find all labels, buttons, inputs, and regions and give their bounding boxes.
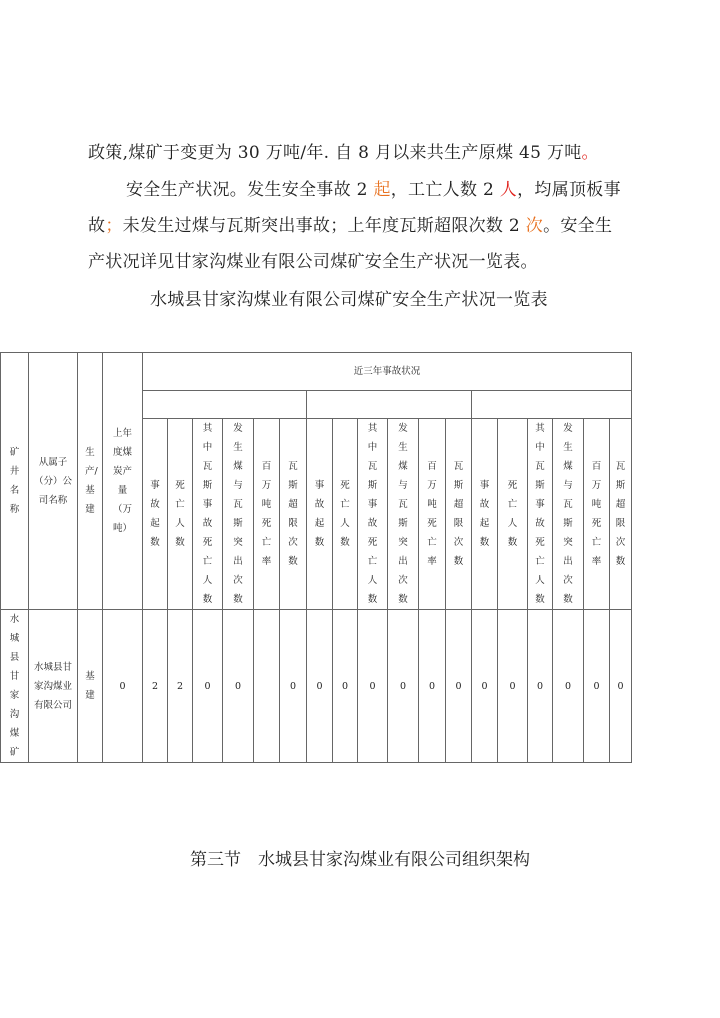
cell-type: 基建 [78,610,103,763]
subheader-3: 发生煤与瓦斯突出次数 [223,419,254,610]
subheader-5: 瓦斯超限次数 [610,419,632,610]
cell-value [254,610,280,763]
subheader-0: 事故起数 [307,419,333,610]
highlight: 人 [499,180,518,200]
highlight: 起 [373,180,391,200]
text: 。安全生 [543,216,613,236]
text: 政策,煤矿于变更为 30 万吨/年. 自 8 月以来共生产原煤 45 万吨 [88,143,582,163]
subheader-3: 发生煤与瓦斯突出次数 [553,419,584,610]
cell-output: 0 [103,610,143,763]
cell-value: 0 [307,610,333,763]
subheader-1: 死亡人数 [498,419,528,610]
safety-table [0,352,632,763]
subheader-1: 死亡人数 [168,419,193,610]
subheader-3: 发生煤与瓦斯突出次数 [388,419,419,610]
subheader-2: 其中瓦斯事故死亡人数 [193,419,223,610]
cell-value: 0 [358,610,388,763]
paragraph-line [88,211,612,236]
text: 安全生产状况。发生安全事故 2 [126,180,374,200]
cell-value: 0 [553,610,584,763]
cell-value: 0 [333,610,358,763]
header-year [472,391,632,419]
cell-company: 水城县甘家沟煤业有限公司 [29,610,78,763]
subheader-0: 事故起数 [472,419,498,610]
paragraph-line [88,138,599,163]
subheader-4: 百万吨死亡率 [419,419,446,610]
text: 未发生过煤与瓦斯突出事故；上年度瓦斯超限次数 2 [122,216,526,236]
subheader-1: 死亡人数 [333,419,358,610]
paragraph-line: 产状况详见甘家沟煤业有限公司煤矿安全生产状况一览表。 [88,252,538,272]
cell-value: 0 [280,610,307,763]
cell-value: 0 [388,610,419,763]
text: ，工亡人数 2 [390,180,500,200]
text: 故 [88,216,106,236]
table-title: 水城县甘家沟煤业有限公司煤矿安全生产状况一览表 [150,290,548,310]
header-group: 近三年事故状况 [143,353,632,391]
cell-value: 0 [584,610,610,763]
header-year [143,391,307,419]
paragraph-line [126,175,621,200]
header-year [307,391,472,419]
text: ，均属顶板事 [517,180,621,200]
subheader-2: 其中瓦斯事故死亡人数 [528,419,553,610]
cell-value: 2 [143,610,168,763]
highlight: 。 [581,143,599,163]
subheader-4: 百万吨死亡率 [584,419,610,610]
cell-value: 2 [168,610,193,763]
highlight: ； [105,216,123,236]
header-type: 生产/基建 [78,353,103,610]
cell-value: 0 [528,610,553,763]
cell-value: 0 [498,610,528,763]
subheader-4: 百万吨死亡率 [254,419,280,610]
cell-value: 0 [193,610,223,763]
highlight: 次 [525,216,544,236]
cell-value: 0 [610,610,632,763]
subheader-0: 事故起数 [143,419,168,610]
header-company: 从属子（分）公司名称 [29,353,78,610]
subheader-5: 瓦斯超限次数 [446,419,472,610]
cell-value: 0 [472,610,498,763]
header-mine: 矿井名称 [1,353,29,610]
cell-mine: 水城县甘家沟煤矿 [1,610,29,763]
section-heading: 第三节 水城县甘家沟煤业有限公司组织架构 [190,850,530,870]
cell-value: 0 [223,610,254,763]
cell-value: 0 [446,610,472,763]
header-output: 上年度煤炭产量（万吨） [103,353,143,610]
subheader-2: 其中瓦斯事故死亡人数 [358,419,388,610]
cell-value: 0 [419,610,446,763]
subheader-5: 瓦斯超限次数 [280,419,307,610]
